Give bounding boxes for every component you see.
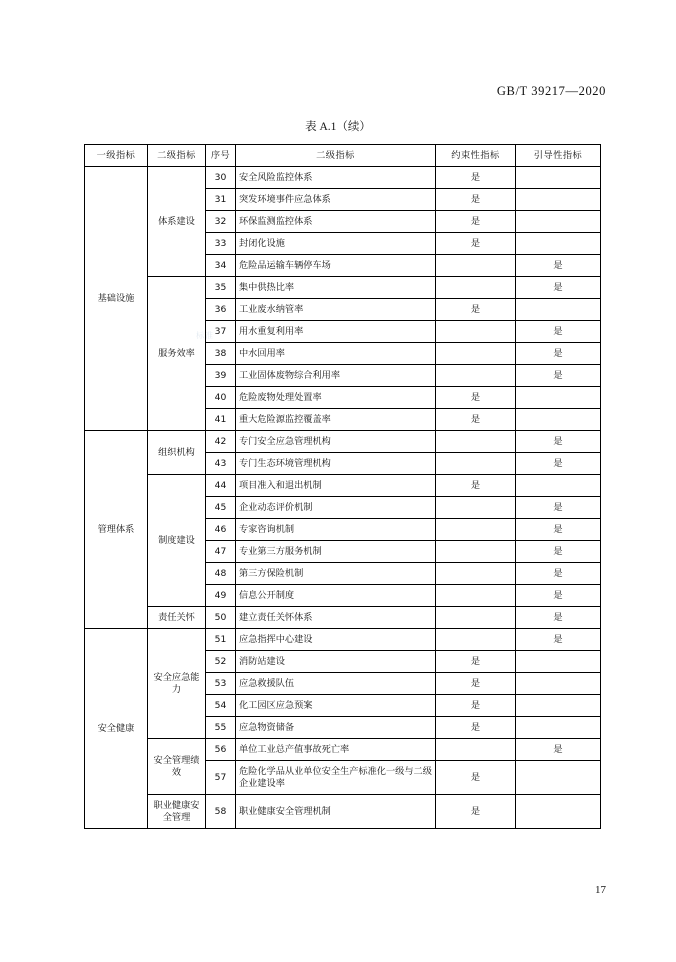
- row-guiding: [516, 167, 601, 189]
- row-index: 45: [206, 497, 236, 519]
- row-guiding: 是: [516, 431, 601, 453]
- row-binding: 是: [436, 795, 516, 829]
- header-binding: 约束性指标: [436, 145, 516, 167]
- row-guiding: 是: [516, 563, 601, 585]
- row-indicator-name: 应急救援队伍: [236, 673, 436, 695]
- row-indicator-name: 第三方保险机制: [236, 563, 436, 585]
- row-guiding: [516, 673, 601, 695]
- row-guiding: 是: [516, 739, 601, 761]
- header-level2: 二级指标: [148, 145, 206, 167]
- table-row: [85, 167, 601, 189]
- row-binding: [436, 277, 516, 299]
- row-indicator-name: 集中供热比率: [236, 277, 436, 299]
- level1-group-cell: 安全健康: [85, 629, 148, 829]
- row-guiding: [516, 651, 601, 673]
- row-index: 44: [206, 475, 236, 497]
- row-index: 49: [206, 585, 236, 607]
- row-indicator-name: 专家咨询机制: [236, 519, 436, 541]
- row-guiding: 是: [516, 519, 601, 541]
- row-guiding: 是: [516, 629, 601, 651]
- row-guiding: [516, 189, 601, 211]
- row-binding: 是: [436, 475, 516, 497]
- row-guiding: 是: [516, 585, 601, 607]
- table-body: [85, 167, 601, 829]
- level2-group-cell: 体系建设: [148, 167, 206, 277]
- row-index: 36: [206, 299, 236, 321]
- row-binding: [436, 255, 516, 277]
- table-row: [85, 629, 601, 651]
- row-index: 55: [206, 717, 236, 739]
- row-index: 41: [206, 409, 236, 431]
- row-index: 31: [206, 189, 236, 211]
- header-index: 序号: [206, 145, 236, 167]
- level2-group-cell: 职业健康安全管理: [148, 795, 206, 829]
- row-index: 34: [206, 255, 236, 277]
- row-binding: 是: [436, 409, 516, 431]
- standard-number-header: GB/T 39217—2020: [496, 84, 606, 98]
- row-guiding: [516, 211, 601, 233]
- row-indicator-name: 突发环境事件应急体系: [236, 189, 436, 211]
- row-binding: 是: [436, 167, 516, 189]
- row-binding: [436, 563, 516, 585]
- row-guiding: [516, 795, 601, 829]
- row-guiding: 是: [516, 255, 601, 277]
- level2-group-cell: 组织机构: [148, 431, 206, 475]
- row-binding: 是: [436, 761, 516, 795]
- row-indicator-name: 职业健康安全管理机制: [236, 795, 436, 829]
- row-index: 35: [206, 277, 236, 299]
- watermark-text: 标准: [196, 331, 214, 340]
- row-indicator-name: 危险废物处理处置率: [236, 387, 436, 409]
- level1-group-cell: 管理体系: [85, 431, 148, 629]
- row-index: 50: [206, 607, 236, 629]
- row-indicator-name: 用水重复利用率: [236, 321, 436, 343]
- row-index: 32: [206, 211, 236, 233]
- row-guiding: [516, 761, 601, 795]
- row-indicator-name: 危险化学品从业单位安全生产标准化一级与二级企业建设率: [236, 761, 436, 795]
- row-binding: [436, 739, 516, 761]
- row-indicator-name: 专业第三方服务机制: [236, 541, 436, 563]
- row-index: 42: [206, 431, 236, 453]
- row-index: 57: [206, 761, 236, 795]
- row-guiding: [516, 717, 601, 739]
- row-indicator-name: 项目准入和退出机制: [236, 475, 436, 497]
- row-index: 47: [206, 541, 236, 563]
- table-header: [85, 145, 601, 167]
- row-index: 51: [206, 629, 236, 651]
- row-indicator-name: 中水回用率: [236, 343, 436, 365]
- row-binding: [436, 607, 516, 629]
- row-binding: [436, 497, 516, 519]
- row-index: 30: [206, 167, 236, 189]
- level2-group-cell: 责任关怀: [148, 607, 206, 629]
- row-indicator-name: 封闭化设施: [236, 233, 436, 255]
- level1-group-cell: 基础设施: [85, 167, 148, 431]
- row-index: 37: [206, 321, 236, 343]
- indicator-table-wrapper: [84, 144, 600, 829]
- row-indicator-name: 应急物资储备: [236, 717, 436, 739]
- row-indicator-name: 建立责任关怀体系: [236, 607, 436, 629]
- row-indicator-name: 工业废水纳管率: [236, 299, 436, 321]
- table-header-row: [85, 145, 601, 167]
- row-index: 58: [206, 795, 236, 829]
- row-indicator-name: 危险品运输车辆停车场: [236, 255, 436, 277]
- row-binding: 是: [436, 651, 516, 673]
- row-guiding: 是: [516, 497, 601, 519]
- row-indicator-name: 工业固体废物综合利用率: [236, 365, 436, 387]
- row-guiding: 是: [516, 607, 601, 629]
- row-indicator-name: 单位工业总产值事故死亡率: [236, 739, 436, 761]
- row-guiding: 是: [516, 541, 601, 563]
- row-index: 53: [206, 673, 236, 695]
- header-guiding: 引导性指标: [516, 145, 601, 167]
- level2-group-cell: 服务效率: [148, 277, 206, 431]
- table-caption: 表 A.1（续）: [305, 121, 371, 133]
- row-indicator-name: 专门安全应急管理机构: [236, 431, 436, 453]
- row-binding: [436, 541, 516, 563]
- row-binding: [436, 431, 516, 453]
- row-guiding: 是: [516, 321, 601, 343]
- row-guiding: [516, 299, 601, 321]
- row-binding: 是: [436, 233, 516, 255]
- row-binding: [436, 585, 516, 607]
- page-number: 17: [595, 884, 606, 896]
- row-binding: [436, 519, 516, 541]
- row-guiding: [516, 387, 601, 409]
- row-guiding: [516, 233, 601, 255]
- row-binding: [436, 365, 516, 387]
- row-binding: 是: [436, 189, 516, 211]
- table-row: [85, 607, 601, 629]
- row-binding: [436, 629, 516, 651]
- row-indicator-name: 安全风险监控体系: [236, 167, 436, 189]
- row-guiding: 是: [516, 453, 601, 475]
- row-guiding: [516, 475, 601, 497]
- row-binding: 是: [436, 299, 516, 321]
- level2-group-cell: 制度建设: [148, 475, 206, 607]
- level2-group-cell: 安全管理绩效: [148, 739, 206, 795]
- row-indicator-name: 重大危险源监控覆盖率: [236, 409, 436, 431]
- row-indicator-name: 消防站建设: [236, 651, 436, 673]
- row-index: 38: [206, 343, 236, 365]
- table-row: [85, 431, 601, 453]
- row-index: 54: [206, 695, 236, 717]
- level2-group-cell: 安全应急能力: [148, 629, 206, 739]
- row-binding: 是: [436, 717, 516, 739]
- row-guiding: 是: [516, 277, 601, 299]
- row-binding: [436, 321, 516, 343]
- row-index: 48: [206, 563, 236, 585]
- row-binding: 是: [436, 211, 516, 233]
- row-binding: [436, 343, 516, 365]
- row-guiding: 是: [516, 365, 601, 387]
- row-indicator-name: 信息公开制度: [236, 585, 436, 607]
- row-indicator-name: 专门生态环境管理机构: [236, 453, 436, 475]
- row-index: 46: [206, 519, 236, 541]
- row-index: 56: [206, 739, 236, 761]
- row-binding: [436, 453, 516, 475]
- row-indicator-name: 应急指挥中心建设: [236, 629, 436, 651]
- table-row: [85, 277, 601, 299]
- header-level1: 一级指标: [85, 145, 148, 167]
- row-index: 43: [206, 453, 236, 475]
- row-index: 39: [206, 365, 236, 387]
- table-row: [85, 795, 601, 829]
- row-index: 52: [206, 651, 236, 673]
- table-row: [85, 739, 601, 761]
- row-indicator-name: 企业动态评价机制: [236, 497, 436, 519]
- indicator-table: [84, 144, 601, 829]
- row-index: 33: [206, 233, 236, 255]
- row-binding: 是: [436, 387, 516, 409]
- row-indicator-name: 环保监测监控体系: [236, 211, 436, 233]
- row-binding: 是: [436, 673, 516, 695]
- row-guiding: [516, 409, 601, 431]
- row-guiding: [516, 695, 601, 717]
- row-indicator-name: 化工园区应急预案: [236, 695, 436, 717]
- row-index: 40: [206, 387, 236, 409]
- header-indicator-name: 二级指标: [236, 145, 436, 167]
- row-binding: 是: [436, 695, 516, 717]
- table-row: [85, 475, 601, 497]
- row-guiding: 是: [516, 343, 601, 365]
